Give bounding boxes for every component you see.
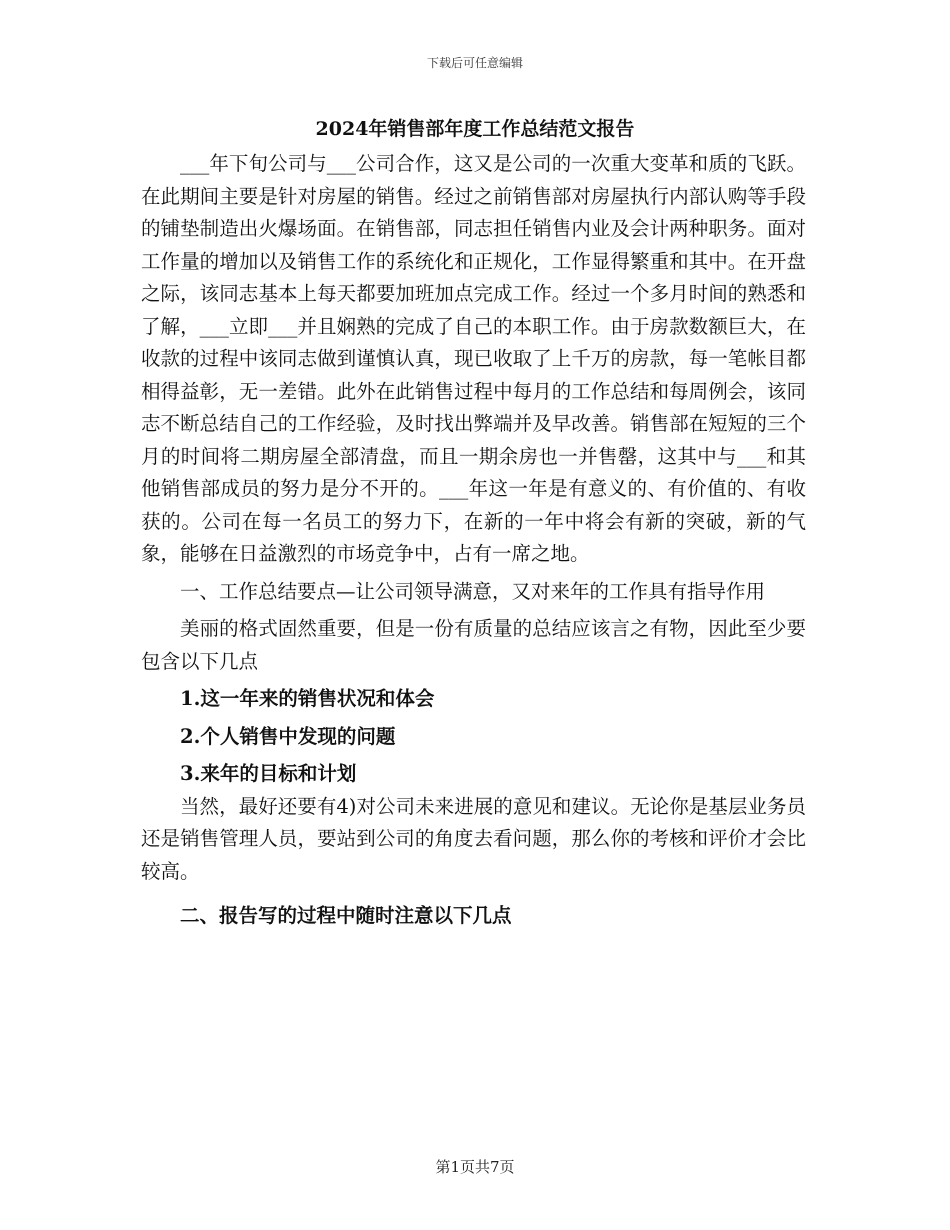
- paragraph-format-note: 美丽的格式固然重要，但是一份有质量的总结应该言之有物，因此至少要包含以下几点: [141, 617, 806, 673]
- paragraph-section-one: 一、工作总结要点—让公司领导满意，又对来年的工作具有指导作用: [180, 579, 766, 603]
- paragraph-intro: ___年下旬公司与___公司合作，这又是公司的一次重大变革和质的飞跃。在此期间主要是针对房屋的销售。经过之前销售部对房屋执行内部认购等手段的铺垫制造出火爆场面。在销售部，同志担任销售内业及会计两种职务。面对工作量的增加以及销售工作的系统化和正规化，工作显得繁重和其中。在开盘之际，该同志基本上每天都要加班加点完成工作。经过一个多月时间的熟悉和了解，___立即___并且娴熟的完成了自己的本职工作。由于房款数额巨大，在收款的过程中该同志做到谨慎认真，现已收取了上千万的房款，每一笔帐目都相得益彰，无一差错。此外在此销售过程中每月的工作总结和每周例会，该同志不断总结自己的工作经验，及时找出弊端并及早改善。销售部在短短的三个月的时间将二期房屋全部清盘，而且一期余房也一并售罄，这其中与___和其他销售部成员的努力是分不开的。___年这一年是有意义的、有价值的、有收获的。公司在每一名员工的努力下，在新的一年中将会有新的突破，新的气象，能够在日益激烈的市场竞争中，占有一席之地。: [141, 152, 806, 565]
- header-note: 下载后可任意编辑: [426, 56, 523, 70]
- section-heading-two: 二、报告写的过程中随时注意以下几点: [180, 904, 512, 927]
- document-title: 2024年销售部年度工作总结范文报告: [315, 118, 635, 140]
- list-item-point-3: 3.来年的目标和计划: [180, 762, 357, 785]
- list-item-point-2: 2.个人销售中发现的问题: [180, 724, 396, 748]
- paragraph-suggestion: 当然，最好还要有4)对公司未来进展的意见和建议。无论你是基层业务员还是销售管理人员，要站到公司的角度去看问题，那么你的考核和评价才会比较高。: [141, 794, 806, 883]
- document-body: [141, 148, 806, 933]
- list-item-point-1: 1.这一年来的销售状况和体会: [180, 687, 435, 710]
- page-number: 第1页共7页: [435, 1158, 515, 1176]
